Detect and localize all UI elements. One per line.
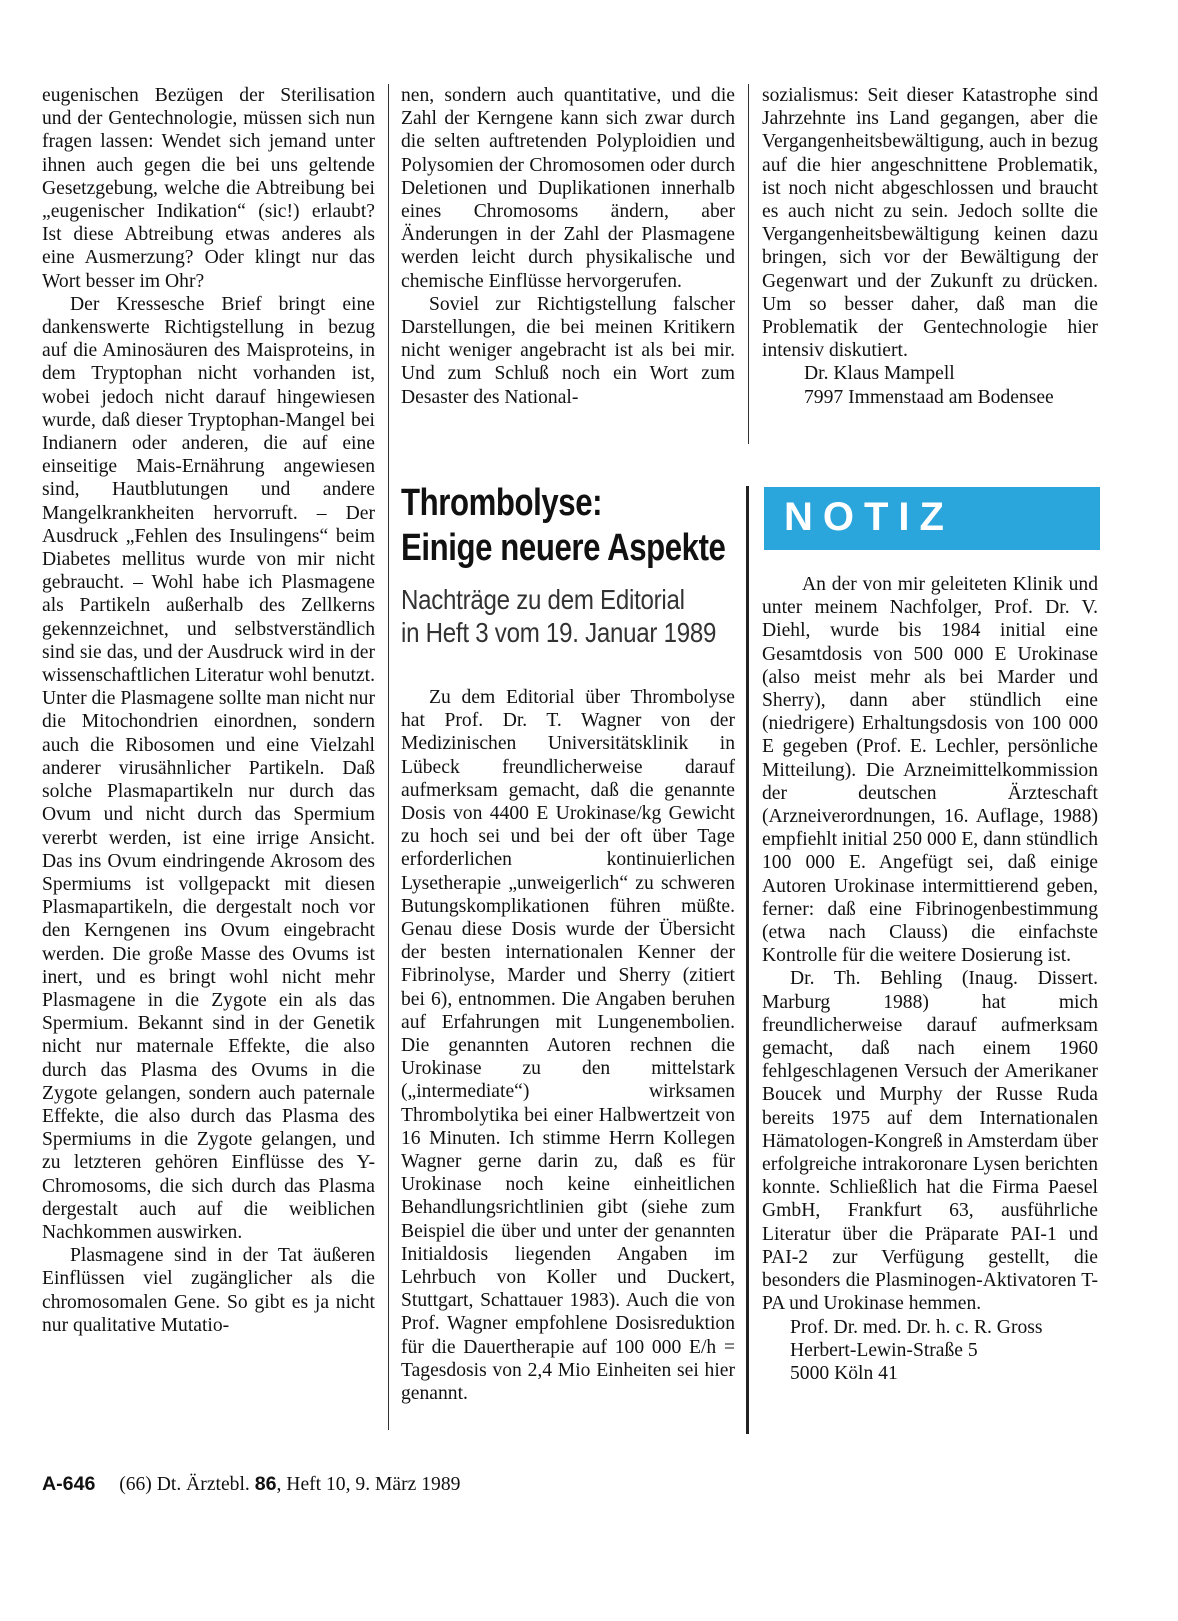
article-paragraph-1: Zu dem Editorial über Thrombolyse hat Prof. Dr. T. Wagner von der Medizinischen Universitätsklinik in Lübeck freundlicherweise darauf aufmerksam gemacht, daß die genannte Dosis von 4400 E Urokinase/kg Gewicht zu hoch sei und bei der oft über Tage erforderlichen kontinuierlichen Lysetherapie „unweigerlich“ zu schweren Butungskomplikationen führen müßte. Genau diese Dosis wurde der Übersicht der besten internationalen Kenner der Fibrinolyse, Marder und Sherry (zitiert bei 6), entnommen. Die Angaben beruhen auf Erfahrungen mit Lungenembolien. Die genannten Autoren rechnen die Urokinase zu den mittelstark („intermediate“) wirksamen Thrombolytika bei einer Halbwertzeit von 16 Minuten. Ich stimme Herrn Kollegen Wagner gerne darin zu, daß es für Urokinase noch keine einheitlichen Behandlungsrichtlinien gibt (siehe zum Beispiel die über und unter der genannten Initialdosis liegenden Angaben im Lehrbuch von Koller und Duckert, Stuttgart, Schattauer 1983). Auch die von Prof. Wagner empfohlene Dosisreduktion für die Dauertherapie auf 100 000 E/h = Tagesdosis von 2,4 Mio Einheiten sei hier genannt. xyxy=(401,687,735,1405)
notiz-paragraph-1: An der von mir geleiteten Klinik und unter meinem Nachfolger, Prof. Dr. V. Diehl, wurde bis 1984 initial eine Gesamtdosis von 500 000 E Urokinase (also meist mehr als bei Marder und Sherry), dann aber stündlich eine (niedrigere) Erhaltungsdosis von 100 000 E gegeben (Prof. E. Lechler, persönliche Mitteilung). Die Arzneimittelkommission der deutschen Ärzteschaft (Arzneiverordnungen, 16. Auflage, 1988) empfiehlt initial 250 000 E, dann stündlich 100 000 E. Angefügt sei, daß einige Autoren Urokinase intermittierend geben, ferner: daß eine Fibrinogenbestimmung (etwa nach Clauss) die einfachste Kontrolle für die weitere Dosierung ist. xyxy=(762,574,1098,967)
column-rule-3 xyxy=(746,486,749,1434)
column-1 xyxy=(42,84,375,1337)
footer-issue: , Heft 10, 9. März 1989 xyxy=(276,1474,461,1495)
article-headline-2: Einige neuere Aspekte xyxy=(401,527,726,569)
footer-journal: Dt. Ärztebl. xyxy=(156,1474,250,1495)
footer-page-num: (66) xyxy=(119,1474,152,1495)
col1-paragraph-1: eugenischen Bezügen der Sterilisation und der Gentechnologie, müssen sich nun fragen lassen: Wendet sich jemand unter ihnen auch gegen die bei uns geltende Gesetzgebung, welche die Abtreibung bei „eugenischer Indikation“ (sic!) erlaubt? Ist diese Abtreibung etwas anderes als eine Ausmerzung? Oder klingt nur das Wort besser im Ohr? xyxy=(42,85,375,292)
article-subhead-1: Nachträge zu dem Editorial xyxy=(401,584,685,615)
notiz-signature xyxy=(762,1316,1098,1386)
col3-paragraph-1: sozialismus: Seit dieser Katastrophe sind Jahrzehnte ins Land gegangen, aber die Vergangenheitsbewältigung, auch in bezug auf die hier angeschnittene Problematik, ist noch nicht abgeschlossen und braucht es auch nicht zu sein. Jedoch sollte die Vergangenheitsbewältigung keinen dazu bringen, sich vor der Bewältigung der Gegenwart und der Zukunft zu drücken. Um so besser daher, daß man die Problematik der Gentechnologie hier intensiv diskutiert. xyxy=(762,85,1098,362)
col1-paragraph-3: Plasmagene sind in der Tat äußeren Einflüssen viel zugänglicher als die chromosomalen Gene. So gibt es ja nicht nur qualitative Mutatio- xyxy=(42,1245,375,1336)
notiz-sig-name: Prof. Dr. med. Dr. h. c. R. Gross xyxy=(790,1316,1043,1338)
article-subhead-2: in Heft 3 vom 19. Januar 1989 xyxy=(401,617,717,648)
column-rule-1 xyxy=(388,84,389,1430)
footer-page-code: A-646 xyxy=(42,1473,96,1495)
article-body xyxy=(401,686,735,1405)
notiz-paragraph-2: Dr. Th. Behling (Inaug. Dissert. Marburg 1988) hat mich freundlicherweise darauf aufmerksam gemacht, daß nach einem 1960 fehlgeschlagenen Versuch der Amerikaner Boucek und Murphy der Russe Ruda bereits 1975 auf dem Internationalen Hämatologen-Kongreß in Amsterdam über erfolgreiche intrakoronare Lysen berichten konnte. Schließlich hat die Firma Paesel GmbH, Frankfurt 63, ausführliche Literatur über die Präparate PAI-1 und PAI-2 zur Verfügung gestellt, die besonders die Plasminogen-Aktivatoren T-PA und Urokinase hemmen. xyxy=(762,968,1098,1315)
col2-paragraph-1: nen, sondern auch quantitative, und die Zahl der Kerngene kann sich zwar durch die selten auftretenden Polyploidien und Polysomien der Chromosomen oder durch Deletionen und Duplikationen innerhalb eines Chromosoms ändern, aber Änderungen in der Zahl der Plasmagene werden leicht durch physikalische und chemische Einflüsse hervorgerufen. xyxy=(401,85,735,292)
col3-signature xyxy=(762,362,1098,408)
page-footer xyxy=(42,1473,460,1496)
col2-paragraph-2: Soviel zur Richtigstellung falscher Darstellungen, die bei meinen Kritikern nicht weniger angebracht ist als bei mir. Und zum Schluß noch ein Wort zum Desaster des National- xyxy=(401,293,735,408)
notiz-sig-street: Herbert-Lewin-Straße 5 xyxy=(790,1339,978,1361)
col1-paragraph-2: Der Kressesche Brief bringt eine dankenswerte Richtigstellung in bezug auf die Aminosäuren des Maisproteins, in dem Tryptophan nicht vorhanden ist, wobei jedoch nicht darauf hingewiesen wurde, daß dieser Tryptophan-Mangel bei Indianern oder anderen, die auf eine einseitige Mais-Ernährung angewiesen sind, Hautblutungen und andere Mangelkrankheiten hervorruft. – Der Ausdruck „Fehlen des Insulingens“ beim Diabetes mellitus wurde von mir nicht gebraucht. – Wohl habe ich Plasmagene als Partikeln außerhalb des Zellkerns gekennzeichnet, und selbstverständlich sind sie das, und der Ausdruck wird in der wissenschaftlichen Literatur wohl benutzt. Unter die Plasmagene sollte man nicht nur die Mitochondrien einordnen, sondern auch die Ribosomen und eine Vielzahl anderer virusähnlicher Partikeln. Daß solche Plasmapartikeln nur durch das Ovum und nicht durch das Spermium vererbt werden, ist eine irrige Ansicht. Das ins Ovum eindringende Akrosom des Spermiums ist vollgepackt mit diesen Plasmapartikeln, die dergestalt noch vor den Kerngenen ins Ovum eingebracht werden. Die große Masse des Ovums ist inert, und es bringt wohl nicht mehr Plasmagene in die Zygote ein als das Spermium. Bekannt sind in der Genetik nicht nur maternale Effekte, die also durch das Plasma des Ovums in die Zygote gelangen, sondern auch paternale Effekte, die also durch das Plasma des Spermiums in die Zygote gelangen, und zu letzteren gehören Einflüsse des Y-Chromosoms, die sich durch das Plasma dergestalt auch auf die weiblichen Nachkommen auswirken. xyxy=(42,293,376,1243)
col3-sig-place: 7997 Immenstaad am Bodensee xyxy=(804,386,1054,408)
column-3-top xyxy=(762,84,1098,409)
column-rule-2 xyxy=(748,84,749,444)
col3-sig-name: Dr. Klaus Mampell xyxy=(804,363,955,385)
column-2-top xyxy=(401,84,735,409)
article-headline-1: Thrombolyse: xyxy=(401,482,603,524)
footer-volume: 86 xyxy=(254,1473,277,1495)
notiz-sig-city: 5000 Köln 41 xyxy=(790,1362,898,1384)
notiz-label: NOTIZ xyxy=(784,495,954,539)
notiz-body xyxy=(762,573,1098,1385)
